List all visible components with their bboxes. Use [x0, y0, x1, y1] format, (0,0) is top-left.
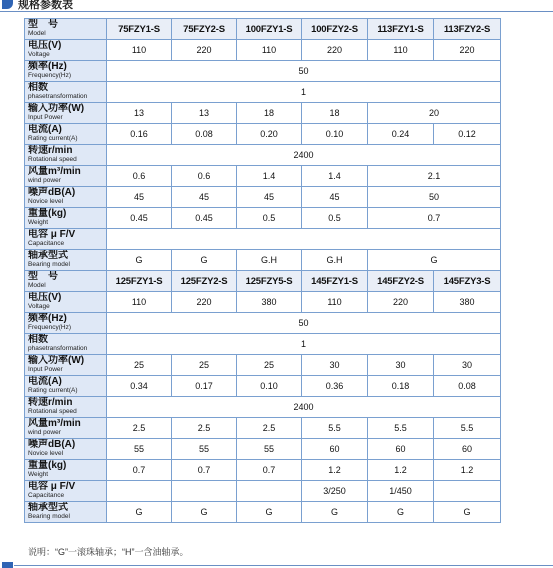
model-header: 145FZY1-S	[302, 271, 368, 292]
t1-row-noise	[25, 187, 501, 208]
cell: 60	[434, 439, 501, 460]
model-header: 125FZY2-S	[172, 271, 237, 292]
footnote: 说明：“G”一滚珠轴承；“H”一含油轴承。	[28, 547, 189, 557]
cell: 380	[434, 292, 501, 313]
cell: G.H	[302, 250, 368, 271]
label-bearing: 轴承型式 Bearing model	[25, 502, 107, 523]
cell	[237, 481, 302, 502]
cell: 13	[107, 103, 172, 124]
cell: 55	[172, 439, 237, 460]
section-title: 规格参数表	[18, 0, 73, 11]
cell: 0.45	[107, 208, 172, 229]
cell: 2.5	[237, 418, 302, 439]
t1-row-weight	[25, 208, 501, 229]
cell: 18	[237, 103, 302, 124]
label-model: 型 号 Model	[25, 271, 107, 292]
cell: 220	[302, 40, 368, 61]
label-current: 电流(A) Rating current(A)	[25, 124, 107, 145]
cell: 1	[107, 82, 501, 103]
cell: 0.24	[368, 124, 434, 145]
t2-row-speed	[25, 397, 501, 418]
t2-row-weight	[25, 460, 501, 481]
cell: G	[107, 502, 172, 523]
cell: G	[302, 502, 368, 523]
label-capacitance: 电容 μ F/V Capacitance	[25, 481, 107, 502]
cell: 2.5	[107, 418, 172, 439]
cell: 60	[302, 439, 368, 460]
spec-table	[24, 18, 501, 523]
cell: 2.1	[368, 166, 501, 187]
label-frequency: 频率(Hz) Frequency(Hz)	[25, 313, 107, 334]
cell: 1	[107, 334, 501, 355]
cell: 0.6	[172, 166, 237, 187]
label-wind: 风量m³/min wind power	[25, 418, 107, 439]
next-section-marker-icon	[2, 562, 13, 568]
t2-row-noise	[25, 439, 501, 460]
cell: 30	[434, 355, 501, 376]
cell: 0.45	[172, 208, 237, 229]
label-noise: 噪声dB(A) Novice level	[25, 187, 107, 208]
cell: 50	[107, 313, 501, 334]
label-frequency: 频率(Hz) Frequency(Hz)	[25, 61, 107, 82]
t1-row-current	[25, 124, 501, 145]
label-phase: 相数 phasetransformation	[25, 82, 107, 103]
t1-row-capacitance	[25, 229, 501, 250]
label-current: 电流(A) Rating current(A)	[25, 376, 107, 397]
label-voltage: 电压(V) Voltage	[25, 40, 107, 61]
cell: 0.5	[237, 208, 302, 229]
cell: 0.6	[107, 166, 172, 187]
cell: 25	[172, 355, 237, 376]
label-speed: 转速r/min Rotational speed	[25, 145, 107, 166]
t2-row-frequency	[25, 313, 501, 334]
cell: 110	[107, 292, 172, 313]
cell: 220	[172, 40, 237, 61]
t1-row-voltage	[25, 40, 501, 61]
label-wind: 风量m³/min wind power	[25, 166, 107, 187]
cell: 110	[368, 40, 434, 61]
cell: 0.10	[302, 124, 368, 145]
cell: 30	[302, 355, 368, 376]
cell: 0.08	[172, 124, 237, 145]
cell: 5.5	[302, 418, 368, 439]
model-header: 125FZY1-S	[107, 271, 172, 292]
t1-row-power	[25, 103, 501, 124]
label-bearing: 轴承型式 Bearing model	[25, 250, 107, 271]
t2-row-voltage	[25, 292, 501, 313]
label-voltage: 电压(V) Voltage	[25, 292, 107, 313]
t1-row-model	[25, 19, 501, 40]
model-header: 145FZY3-S	[434, 271, 501, 292]
cell: 45	[172, 187, 237, 208]
cell: 0.12	[434, 124, 501, 145]
cell: G	[107, 250, 172, 271]
cell: 0.7	[107, 460, 172, 481]
cell: 1/450	[368, 481, 434, 502]
cell: 0.5	[302, 208, 368, 229]
cell: 1.4	[302, 166, 368, 187]
t2-row-bearing	[25, 502, 501, 523]
cell: 45	[237, 187, 302, 208]
cell: 55	[107, 439, 172, 460]
cell: 25	[107, 355, 172, 376]
cell: 0.7	[237, 460, 302, 481]
section-header	[0, 0, 553, 12]
cell: 110	[302, 292, 368, 313]
cell: 18	[302, 103, 368, 124]
cell: G	[368, 502, 434, 523]
label-noise: 噪声dB(A) Novice level	[25, 439, 107, 460]
t2-row-capacitance	[25, 481, 501, 502]
t2-row-current	[25, 376, 501, 397]
t2-row-phase	[25, 334, 501, 355]
cell: 25	[237, 355, 302, 376]
cell: 1.4	[237, 166, 302, 187]
label-speed: 转速r/min Rotational speed	[25, 397, 107, 418]
cell: 1.2	[302, 460, 368, 481]
cell: 0.17	[172, 376, 237, 397]
cell: 220	[368, 292, 434, 313]
t1-row-speed	[25, 145, 501, 166]
cell: 0.08	[434, 376, 501, 397]
label-power: 输入功率(W) Input Power	[25, 103, 107, 124]
cell: 220	[172, 292, 237, 313]
cell: 55	[237, 439, 302, 460]
cell	[172, 481, 237, 502]
t2-row-power	[25, 355, 501, 376]
t1-row-phase	[25, 82, 501, 103]
label-weight: 重量(kg) Weight	[25, 460, 107, 481]
label-phase: 相数 phasetransformation	[25, 334, 107, 355]
cell: 0.7	[368, 208, 501, 229]
model-header: 75FZY2-S	[172, 19, 237, 40]
cell: G.H	[237, 250, 302, 271]
cell: 1.2	[434, 460, 501, 481]
cell: 30	[368, 355, 434, 376]
model-header: 113FZY2-S	[434, 19, 501, 40]
t1-row-wind	[25, 166, 501, 187]
cell-empty	[107, 229, 501, 250]
cell: G	[368, 250, 501, 271]
cell: 220	[434, 40, 501, 61]
model-header: 113FZY1-S	[368, 19, 434, 40]
cell: G	[434, 502, 501, 523]
model-header: 125FZY5-S	[237, 271, 302, 292]
t1-row-frequency	[25, 61, 501, 82]
cell: 3/250	[302, 481, 368, 502]
cell: 0.20	[237, 124, 302, 145]
cell: 2.5	[172, 418, 237, 439]
model-header: 100FZY2-S	[302, 19, 368, 40]
cell: 0.16	[107, 124, 172, 145]
cell: 110	[107, 40, 172, 61]
cell: 0.36	[302, 376, 368, 397]
cell	[434, 481, 501, 502]
cell: 380	[237, 292, 302, 313]
cell: 5.5	[368, 418, 434, 439]
cell: 50	[107, 61, 501, 82]
cell: 20	[368, 103, 501, 124]
cell: G	[237, 502, 302, 523]
cell	[107, 481, 172, 502]
t2-row-model	[25, 271, 501, 292]
cell: 60	[368, 439, 434, 460]
model-header: 75FZY1-S	[107, 19, 172, 40]
cell: 110	[237, 40, 302, 61]
label-power: 输入功率(W) Input Power	[25, 355, 107, 376]
cell: G	[172, 502, 237, 523]
model-header: 145FZY2-S	[368, 271, 434, 292]
label-capacitance: 电容 μ F/V Capacitance	[25, 229, 107, 250]
cell: 0.34	[107, 376, 172, 397]
cell: 0.7	[172, 460, 237, 481]
t1-row-bearing	[25, 250, 501, 271]
cell: 0.18	[368, 376, 434, 397]
cell: 2400	[107, 397, 501, 418]
cell: 0.10	[237, 376, 302, 397]
cell: G	[172, 250, 237, 271]
cell: 13	[172, 103, 237, 124]
cell: 5.5	[434, 418, 501, 439]
section-marker-icon	[2, 0, 13, 9]
cell: 1.2	[368, 460, 434, 481]
divider	[14, 565, 553, 566]
label-model: 型 号 Model	[25, 19, 107, 40]
cell: 50	[368, 187, 501, 208]
cell: 45	[107, 187, 172, 208]
label-weight: 重量(kg) Weight	[25, 208, 107, 229]
model-header: 100FZY1-S	[237, 19, 302, 40]
cell: 45	[302, 187, 368, 208]
t2-row-wind	[25, 418, 501, 439]
cell: 2400	[107, 145, 501, 166]
